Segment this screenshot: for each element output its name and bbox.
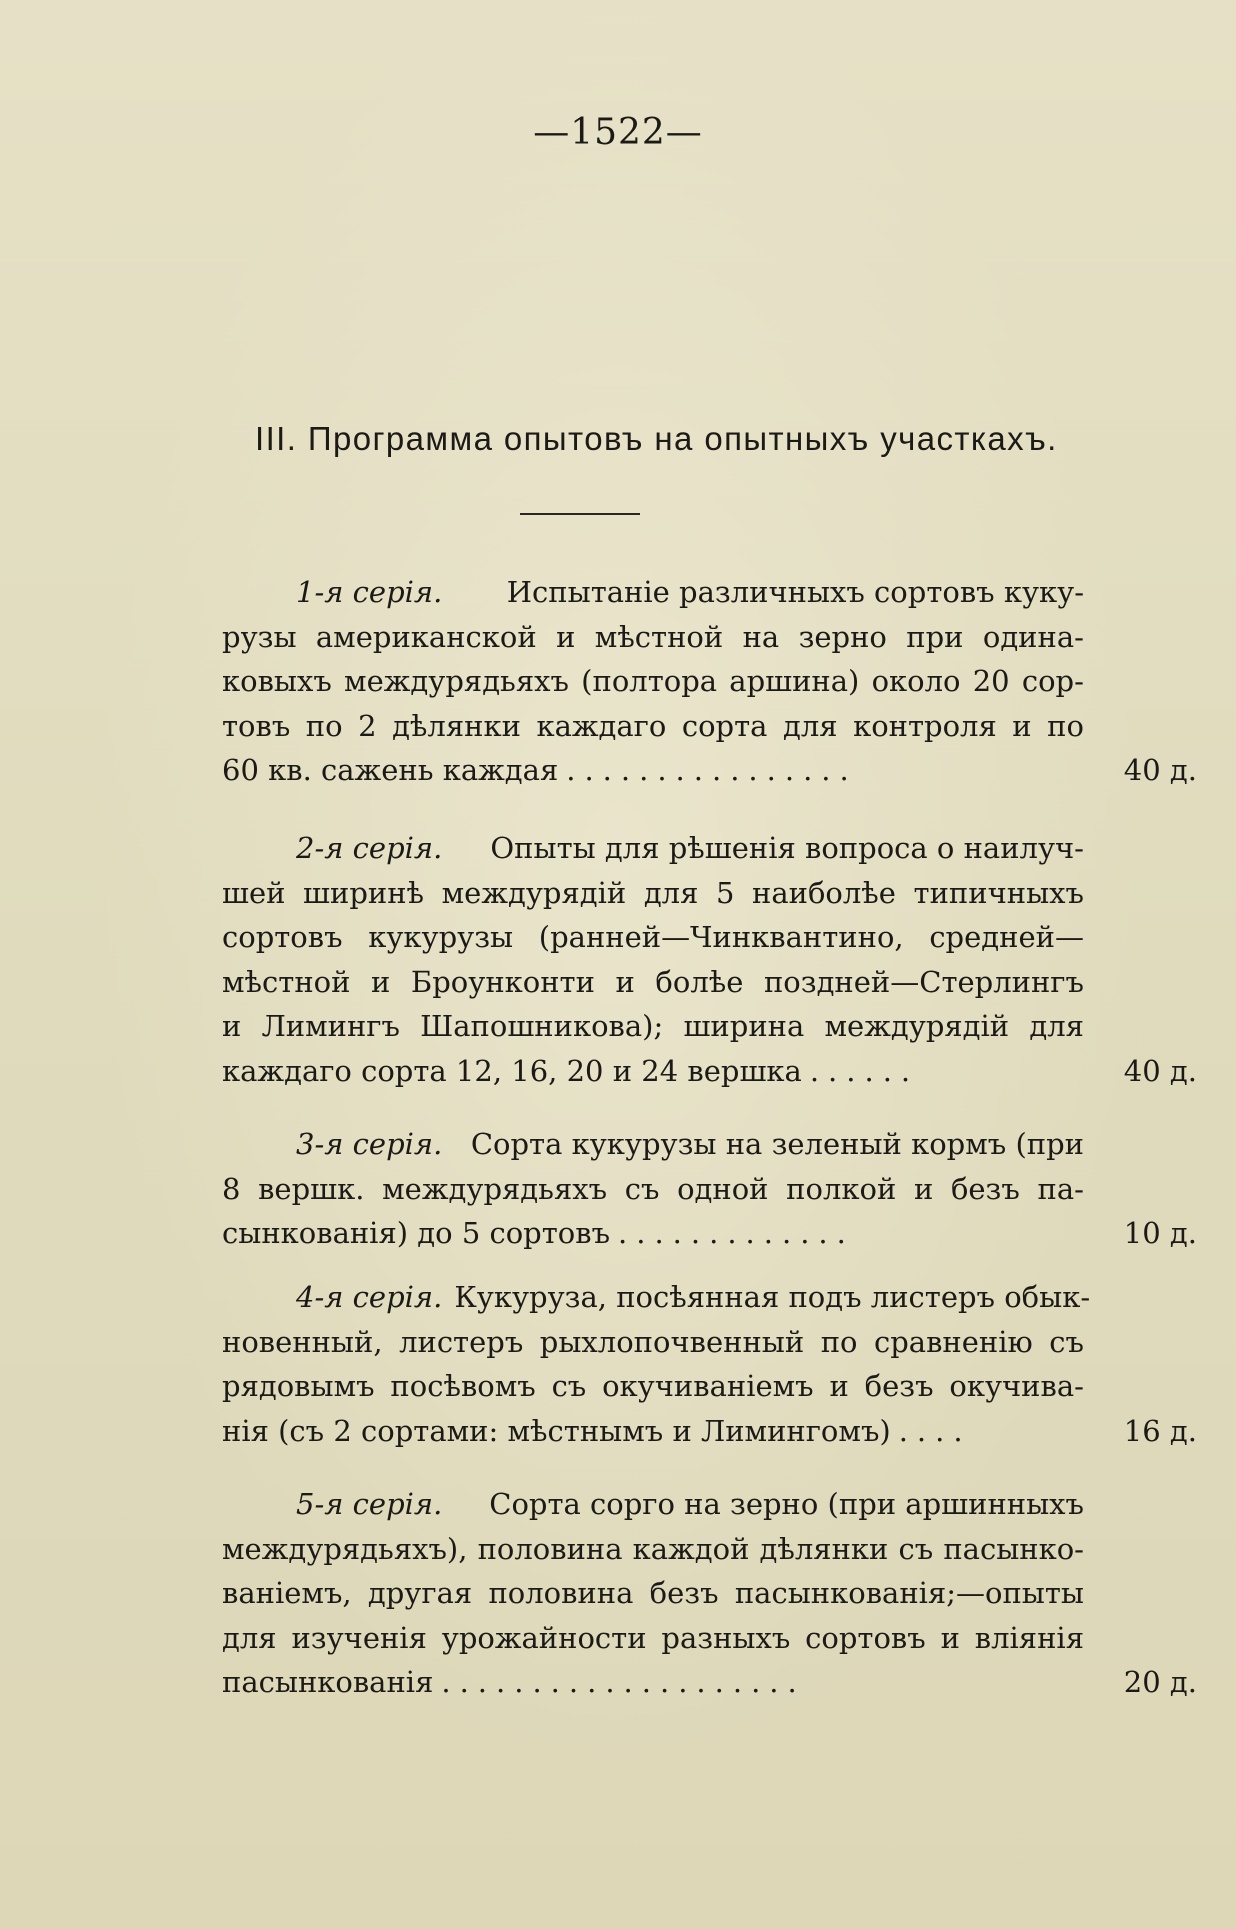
word: 20	[972, 664, 1010, 698]
word: ковыхъ	[222, 664, 332, 698]
word: междурядьяхъ	[382, 1171, 608, 1206]
word: (полтора	[581, 664, 718, 698]
series-first-line	[222, 1275, 1091, 1320]
series-first-line	[222, 826, 1084, 871]
series-last-line	[222, 1049, 1197, 1094]
word: полкой	[786, 1171, 897, 1206]
word: одной	[677, 1171, 769, 1206]
word: по	[1047, 708, 1084, 743]
word: американской	[315, 619, 537, 654]
dot-leader: ....................	[441, 1665, 806, 1699]
word: па-	[1037, 1171, 1084, 1206]
word: для	[1029, 1009, 1084, 1043]
word: безъ	[649, 1576, 719, 1610]
series-line	[222, 1616, 1084, 1661]
section-title: III. Программа опытовъ на опытныхъ участкахъ.	[255, 420, 1058, 457]
word: другая	[367, 1576, 473, 1610]
word: аршина)	[729, 664, 860, 698]
series-line	[222, 1364, 1084, 1409]
series-line	[222, 1571, 1084, 1616]
word: междурядьяхъ	[344, 664, 569, 698]
series-line	[222, 615, 1084, 660]
word: на	[742, 619, 780, 654]
word: сорта	[681, 708, 768, 743]
word: 2	[358, 708, 377, 743]
word: типичныхъ	[913, 875, 1084, 910]
word: изученія	[291, 1620, 427, 1655]
series-last-line	[222, 1660, 1197, 1705]
word: листеръ	[399, 1324, 524, 1359]
series-paragraph-3	[222, 1122, 1197, 1256]
series-text: сынкованія) до 5 сортовъ	[222, 1216, 611, 1250]
word: посѣвомъ	[390, 1369, 536, 1403]
word: окучива-	[949, 1369, 1084, 1403]
word: наиболѣе	[752, 875, 896, 910]
word: болѣе	[655, 964, 744, 999]
word: пасынкованія;—опыты	[734, 1576, 1084, 1610]
word: контроля	[853, 708, 997, 743]
series-lead: 3-я серія.	[296, 1127, 443, 1161]
word: сортовъ	[805, 1620, 926, 1655]
plot-count: 16 д.	[1123, 1413, 1197, 1448]
series-first-line	[222, 1482, 1084, 1527]
word: средней—	[929, 920, 1084, 954]
word: около	[871, 664, 961, 698]
word: и	[1012, 708, 1032, 743]
word: междурядій	[441, 875, 627, 910]
series-lead: 2-я серія.	[296, 831, 443, 865]
plot-count: 20 д.	[1123, 1665, 1197, 1699]
word: для	[782, 708, 838, 743]
page-number: —1522—	[533, 112, 703, 153]
word: мѣстной	[222, 964, 351, 999]
word: каждой	[632, 1531, 750, 1566]
word: Броунконти	[410, 964, 595, 999]
word: новенный,	[222, 1324, 383, 1359]
word: ваніемъ,	[222, 1576, 352, 1610]
word: междурядьяхъ),	[222, 1531, 468, 1566]
word: половина	[488, 1576, 634, 1610]
word: дѣлянки	[759, 1531, 889, 1566]
word: сор-	[1021, 664, 1084, 698]
word: съ	[624, 1171, 660, 1206]
word: сравненію	[873, 1324, 1033, 1359]
series-line	[222, 1167, 1084, 1212]
series-lead: 1-я серія.	[296, 575, 443, 609]
word: поздней—Стерлингъ	[763, 964, 1084, 999]
word: и	[371, 964, 391, 999]
word: половина	[477, 1531, 623, 1566]
word: ширинѣ	[303, 875, 425, 910]
series-last-line	[222, 1211, 1197, 1256]
series-text: каждаго сорта 12, 16, 20 и 24 вершка	[222, 1053, 802, 1088]
word: рузы	[222, 619, 297, 654]
word: зерно	[798, 619, 887, 654]
dot-leader: .............	[618, 1216, 855, 1250]
series-line	[222, 659, 1084, 704]
word: одина-	[982, 619, 1084, 654]
word: ширина	[683, 1009, 805, 1043]
word: 5	[715, 875, 735, 910]
word: Шапошникова);	[420, 1009, 664, 1043]
word: вліянія	[974, 1620, 1084, 1655]
plot-count: 10 д.	[1123, 1216, 1197, 1250]
word: урожайности	[441, 1620, 647, 1655]
word: междурядій	[824, 1009, 1010, 1043]
dot-leader: ................	[566, 753, 858, 787]
plot-count: 40 д.	[1123, 1053, 1197, 1088]
series-line	[222, 1004, 1084, 1049]
word: для	[222, 1620, 277, 1655]
word: по	[820, 1324, 858, 1359]
word: для	[643, 875, 699, 910]
word: кукурузы	[368, 920, 514, 954]
series-line	[222, 1527, 1084, 1572]
series-line	[222, 915, 1084, 960]
word: и	[913, 1171, 934, 1206]
series-text: Испытаніе различныхъ сортовъ куку-	[506, 575, 1084, 609]
word: сортовъ	[222, 920, 343, 954]
series-lead: 5-я серія.	[296, 1487, 443, 1521]
series-text: Кукуруза, посѣянная подъ листеръ обык-	[454, 1280, 1091, 1314]
word: съ	[551, 1369, 587, 1403]
series-lead: 4-я серія.	[296, 1280, 443, 1314]
word: разныхъ	[661, 1620, 791, 1655]
series-first-line	[222, 1122, 1084, 1167]
word: каждаго	[536, 708, 667, 743]
word: окучиваніемъ	[602, 1369, 814, 1403]
word: 8	[222, 1171, 241, 1206]
word: и	[222, 1009, 242, 1043]
series-text: Сорта кукурузы на зеленый кормъ (при	[470, 1127, 1084, 1161]
word: съ	[898, 1531, 934, 1566]
word: съ	[1049, 1324, 1084, 1359]
word: безъ	[864, 1369, 934, 1403]
series-last-line	[222, 748, 1197, 793]
word: (ранней—Чинквантино,	[538, 920, 904, 954]
series-line	[222, 871, 1084, 916]
plot-count: 40 д.	[1123, 753, 1197, 787]
word: по	[305, 708, 343, 743]
word: мѣстной	[594, 619, 724, 654]
word: товъ	[222, 708, 291, 743]
series-paragraph-1	[222, 570, 1197, 793]
series-text: Сорта сорго на зерно (при аршинныхъ	[489, 1487, 1084, 1521]
title-divider	[520, 513, 640, 515]
word: пасынко-	[943, 1531, 1084, 1566]
series-text: Опыты для рѣшенія вопроса о наилуч-	[490, 831, 1084, 865]
word: при	[906, 619, 964, 654]
word: Лимингъ	[261, 1009, 400, 1043]
series-first-line	[222, 570, 1084, 615]
series-last-line	[222, 1409, 1197, 1454]
series-line	[222, 960, 1084, 1005]
word: и	[940, 1620, 960, 1655]
series-text: 60 кв. сажень каждая	[222, 753, 559, 787]
word: безъ	[950, 1171, 1020, 1206]
series-text: пасынкованія	[222, 1665, 434, 1699]
series-paragraph-4	[222, 1275, 1197, 1453]
word: и	[829, 1369, 849, 1403]
word: шей	[222, 875, 286, 910]
series-paragraph-2	[222, 826, 1197, 1093]
dot-leader: ......	[809, 1053, 920, 1088]
word: и	[615, 964, 635, 999]
word: дѣлянки	[392, 708, 521, 743]
series-text: нія (съ 2 сортами: мѣстнымъ и Лимингомъ)	[222, 1413, 891, 1448]
word: вершк.	[258, 1171, 365, 1206]
word: и	[556, 619, 576, 654]
series-line	[222, 1320, 1084, 1365]
word: рыхлопочвенный	[539, 1324, 805, 1359]
word: рядовымъ	[222, 1369, 375, 1403]
dot-leader: ....	[898, 1413, 972, 1448]
series-paragraph-5	[222, 1482, 1197, 1705]
series-line	[222, 704, 1084, 749]
